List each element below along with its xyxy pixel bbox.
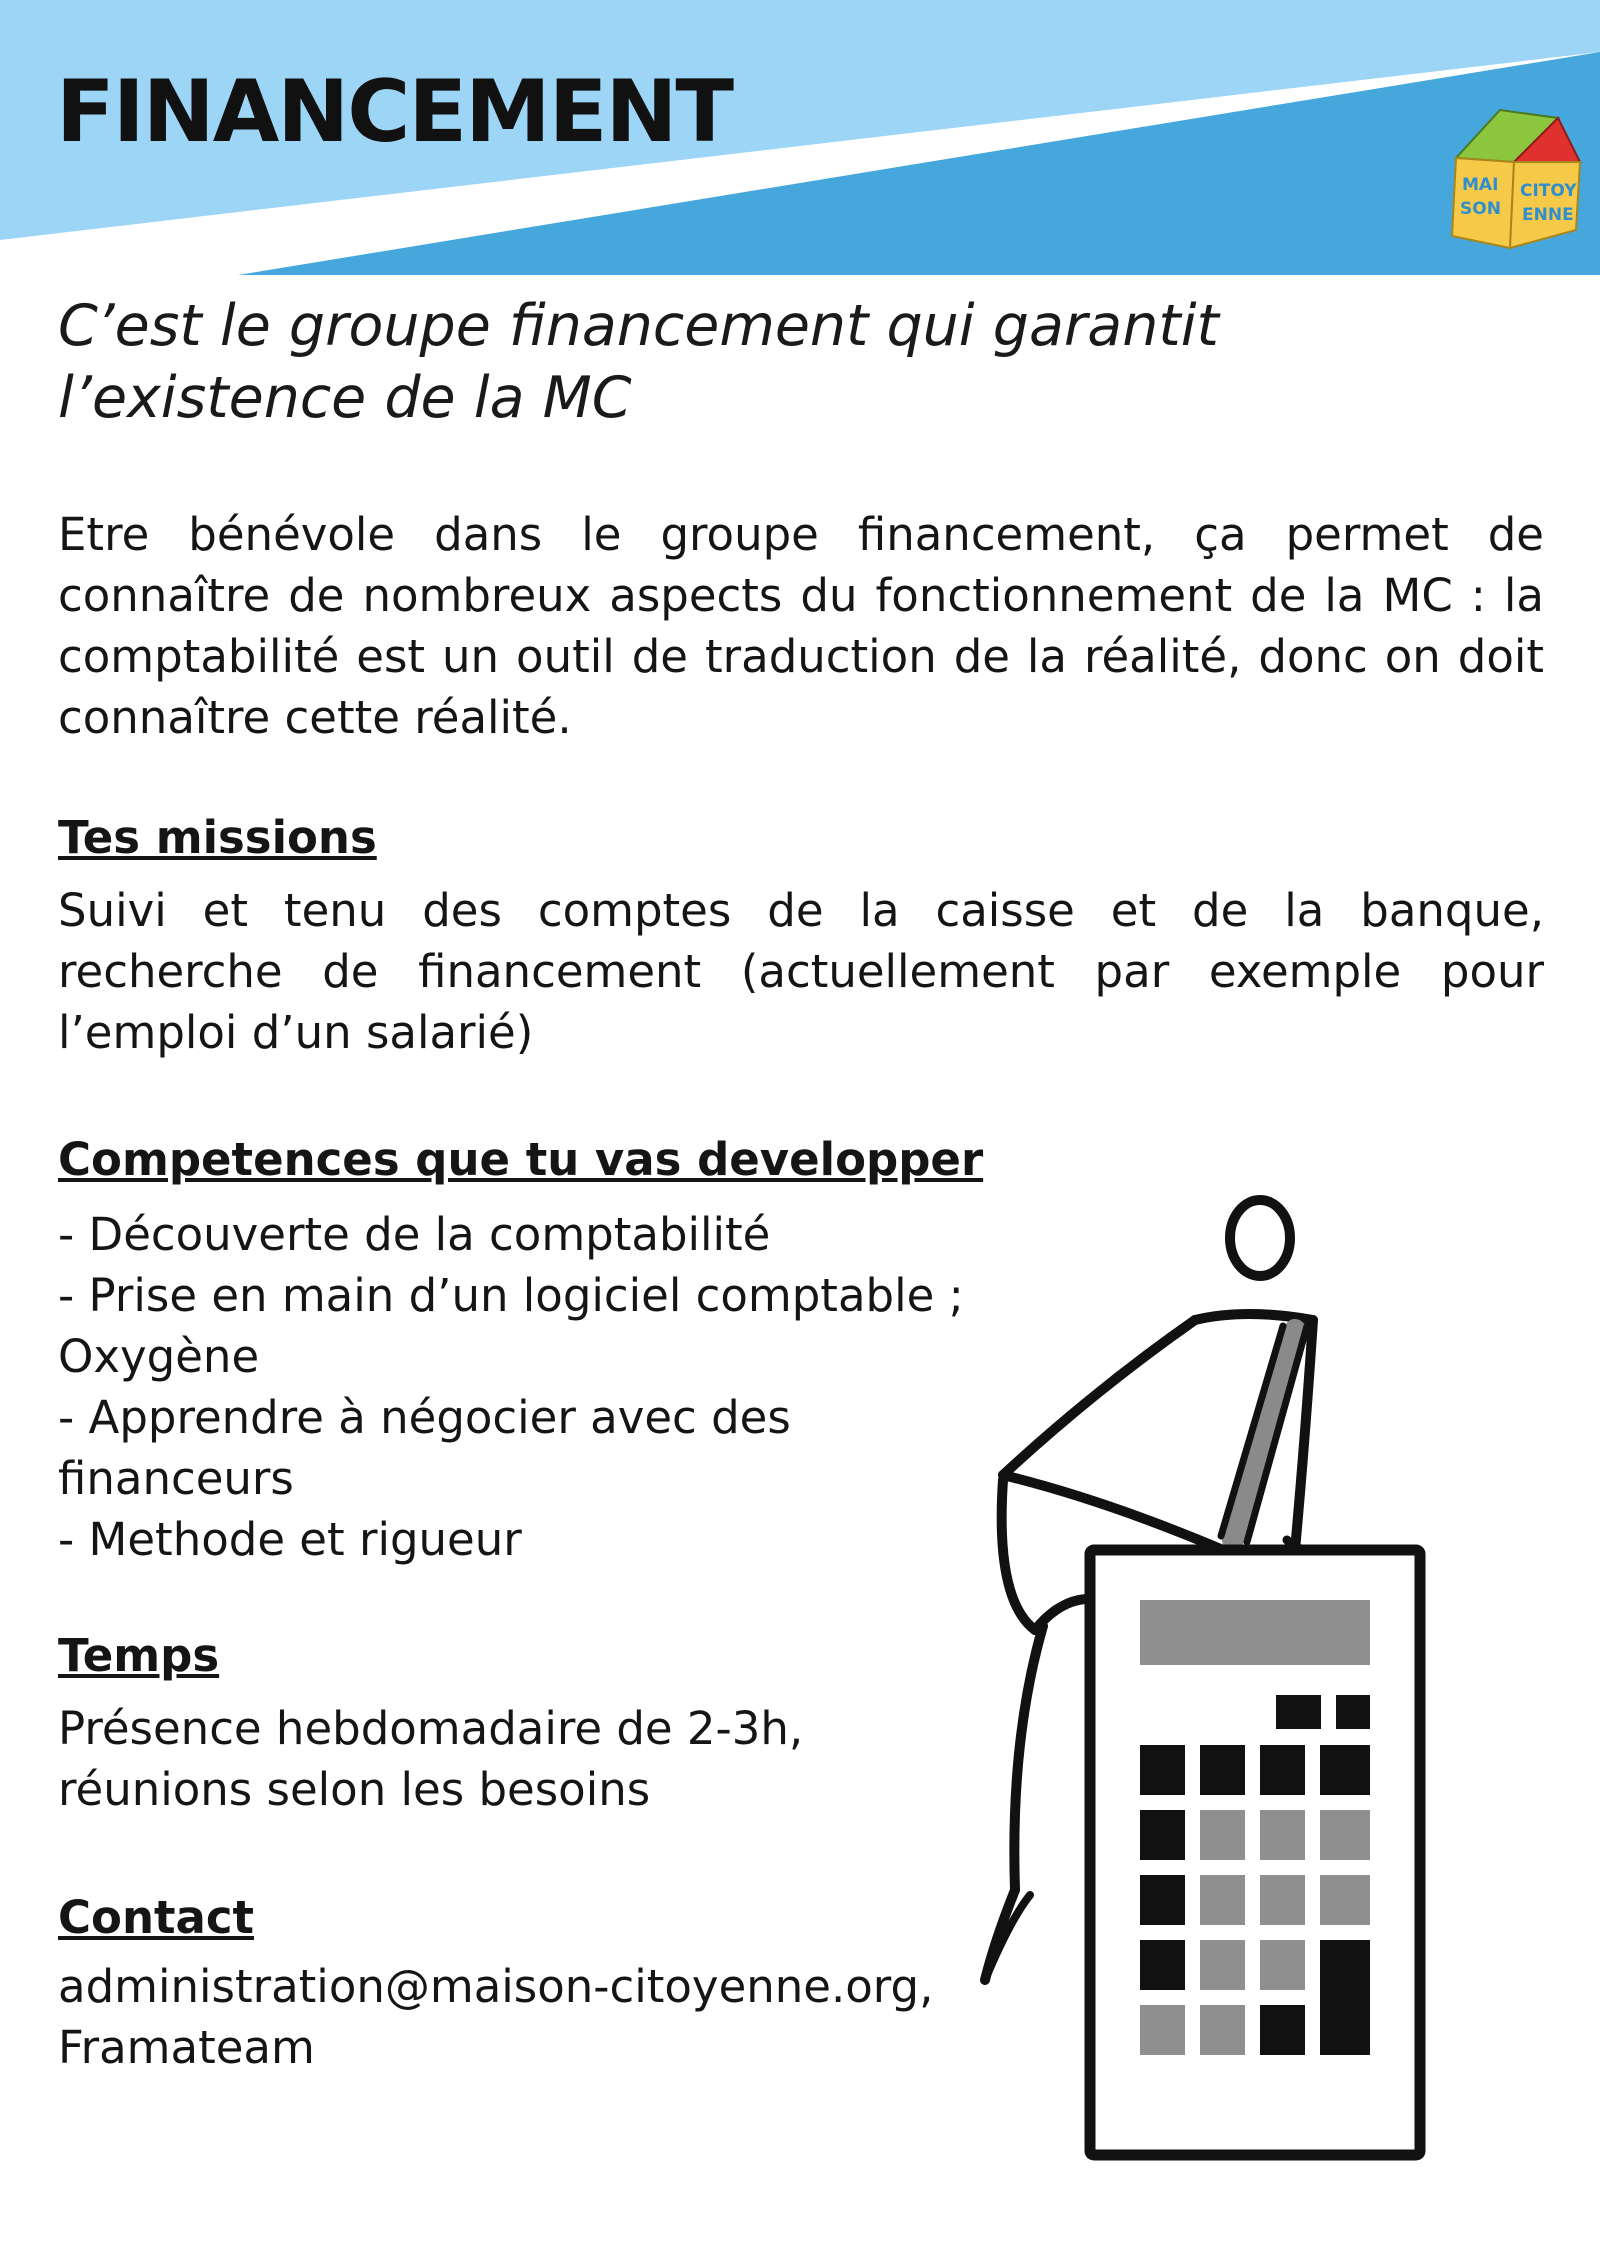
competences-list (58, 1204, 998, 1570)
intro-text: C’est le groupe financement qui garantit l’existence de la MC (58, 293, 1219, 431)
svg-text:CITOY: CITOY (1520, 181, 1577, 201)
list-item: - Apprendre à négocier avec des financeurs (58, 1391, 791, 1505)
temps-line-1: Présence hebdomadaire de 2-3h, (58, 1702, 804, 1755)
svg-text:MAI: MAI (1462, 175, 1499, 195)
description-paragraph: Etre bénévole dans le groupe financement, ça permet de connaître de nombreux aspects du fonctionnement de la MC : la comptabilité est un outil de traduction de la réalité, donc on doit connaître cette réalité. (58, 508, 1544, 744)
contact-heading: Contact (58, 1891, 255, 1944)
calculator-figure-illustration (955, 1180, 1475, 2170)
contact-tool: Framateam (58, 2021, 315, 2074)
svg-text:SON: SON (1460, 199, 1501, 219)
svg-text:ENNE: ENNE (1522, 205, 1574, 225)
list-item: - Découverte de la comptabilité (58, 1208, 771, 1261)
competences-heading: Competences que tu vas developper (58, 1133, 984, 1186)
list-item: - Prise en main d’un logiciel comptable ; Oxygène (58, 1269, 964, 1383)
page-title: FINANCEMENT (56, 62, 733, 162)
missions-text: Suivi et tenu des comptes de la caisse et de la banque, recherche de financement (actuellement par exemple pour l’emploi d’un salarié) (58, 884, 1544, 1059)
contact-email[interactable]: administration@maison-citoyenne.org, (58, 1960, 934, 2013)
temps-line-2: réunions selon les besoins (58, 1763, 651, 1816)
maison-citoyenne-logo (1448, 100, 1586, 250)
missions-heading: Tes missions (58, 811, 377, 864)
list-item: - Methode et rigueur (58, 1513, 522, 1566)
temps-heading: Temps (58, 1629, 220, 1682)
